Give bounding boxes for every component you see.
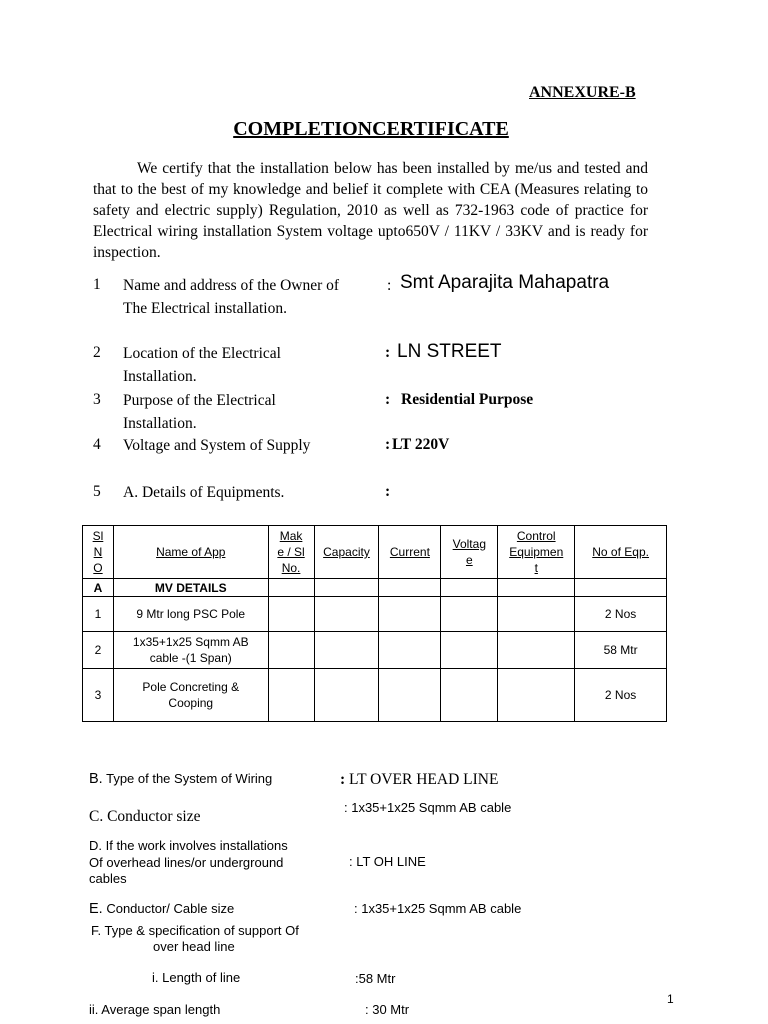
- header-current: Current: [379, 526, 441, 579]
- detail-f-line2: over head line: [153, 939, 235, 954]
- detail-b-value-wrap: [340, 771, 498, 789]
- detail-d-line2: Of overhead lines/or underground: [89, 854, 284, 870]
- header-sl-no: Sl N O: [83, 526, 114, 579]
- item-2-number: 2: [93, 344, 101, 361]
- item-3-value: Residential Purpose: [401, 391, 534, 408]
- row-name: 1x35+1x25 Sqmm AB cable -(1 Span): [113, 632, 268, 669]
- header-voltage: Voltag e: [441, 526, 498, 579]
- section-title: MV DETAILS: [113, 579, 268, 597]
- detail-b-label: [89, 771, 272, 787]
- detail-e-letter: E.: [89, 901, 103, 917]
- header-make-sl-no: Mak e / Sl No.: [268, 526, 314, 579]
- detail-c-value: : 1x35+1x25 Sqmm AB cable: [344, 800, 512, 815]
- item-2-label: [123, 342, 281, 388]
- row-sl: 3: [83, 669, 114, 722]
- table-header-row: [83, 526, 667, 579]
- detail-d-line3: cables: [89, 871, 127, 886]
- item-1-label-line1: Name and address of the Owner of: [123, 277, 340, 294]
- item-2-label-line2: Installation.: [123, 368, 197, 385]
- row-qty: 2 Nos: [575, 597, 667, 632]
- detail-b-text: Type of the System of Wiring: [106, 771, 273, 786]
- intro-paragraph: [93, 158, 648, 263]
- annexure-label: ANNEXURE-B: [529, 84, 636, 101]
- detail-b-value: LT OVER HEAD LINE: [349, 771, 499, 788]
- detail-fi-label: i. Length of line: [152, 970, 241, 985]
- row-sl: 2: [83, 632, 114, 669]
- item-1-number: 1: [93, 276, 101, 293]
- section-label: A: [83, 579, 114, 597]
- item-2-value: LN STREET: [397, 341, 502, 362]
- header-capacity: Capacity: [314, 526, 379, 579]
- detail-fii-label: ii. Average span length: [89, 1002, 221, 1017]
- item-1-value: Smt Aparajita Mahapatra: [400, 272, 610, 293]
- item-4-value: LT 220V: [392, 436, 450, 453]
- table-row: [83, 669, 667, 722]
- header-no-of-eqp: No of Eqp.: [575, 526, 667, 579]
- detail-f-line1: F. Type & specification of support Of: [91, 923, 299, 938]
- item-4-number: 4: [93, 436, 101, 453]
- detail-d-line1: D. If the work involves installations: [89, 838, 288, 853]
- table-row: [83, 597, 667, 632]
- header-control-equipment: Control Equipmen t: [498, 526, 575, 579]
- page-number: 1: [667, 992, 674, 1006]
- item-2-colon: :: [385, 344, 391, 361]
- detail-fi-value: :58 Mtr: [355, 971, 396, 986]
- row-sl: 1: [83, 597, 114, 632]
- detail-e-value: : 1x35+1x25 Sqmm AB cable: [354, 901, 522, 916]
- equipment-table: [82, 525, 667, 722]
- table-section-row: [83, 579, 667, 597]
- item-5-colon: :: [385, 483, 391, 500]
- item-5-label: A. Details of Equipments.: [123, 484, 285, 501]
- item-3-label-line1: Purpose of the Electrical: [123, 392, 276, 409]
- item-4-colon: :: [385, 436, 391, 453]
- detail-d-label: [89, 838, 288, 888]
- detail-b-colon: :: [340, 771, 346, 788]
- detail-d-value: : LT OH LINE: [349, 854, 426, 869]
- intro-text: We certify that the installation below has been installed by me/us and tested and that to the best of my knowledge and belief it complete with CEA (Measures relating to safety and electric supply) Regulation, 2010 as well as 732-1963 code of practice for Electrical wiring installation System voltage upto650V / 11KV / 33KV and is ready for inspection.: [93, 160, 648, 261]
- item-1-colon: :: [387, 277, 392, 294]
- row-qty: 58 Mtr: [575, 632, 667, 669]
- item-1-label-line2: The Electrical installation.: [123, 300, 287, 317]
- page-title: COMPLETIONCERTIFICATE: [233, 118, 509, 140]
- table-row: [83, 632, 667, 669]
- item-3-label-line2: Installation.: [123, 415, 197, 432]
- item-4-label: Voltage and System of Supply: [123, 437, 311, 454]
- item-3-number: 3: [93, 391, 101, 408]
- item-3-label: [123, 389, 276, 435]
- row-name: Pole Concreting & Cooping: [113, 669, 268, 722]
- detail-e-text: Conductor/ Cable size: [106, 901, 235, 916]
- item-2-label-line1: Location of the Electrical: [123, 345, 281, 362]
- row-qty: 2 Nos: [575, 669, 667, 722]
- header-name-of-app: Name of App: [113, 526, 268, 579]
- row-name: 9 Mtr long PSC Pole: [113, 597, 268, 632]
- detail-fii-value: : 30 Mtr: [365, 1002, 410, 1017]
- item-5-number: 5: [93, 483, 101, 500]
- item-3-colon: :: [385, 391, 391, 408]
- item-1-label: [123, 274, 339, 320]
- detail-c-label: C. Conductor size: [89, 808, 201, 825]
- detail-b-letter: B.: [89, 771, 103, 787]
- detail-e-label: [89, 901, 234, 917]
